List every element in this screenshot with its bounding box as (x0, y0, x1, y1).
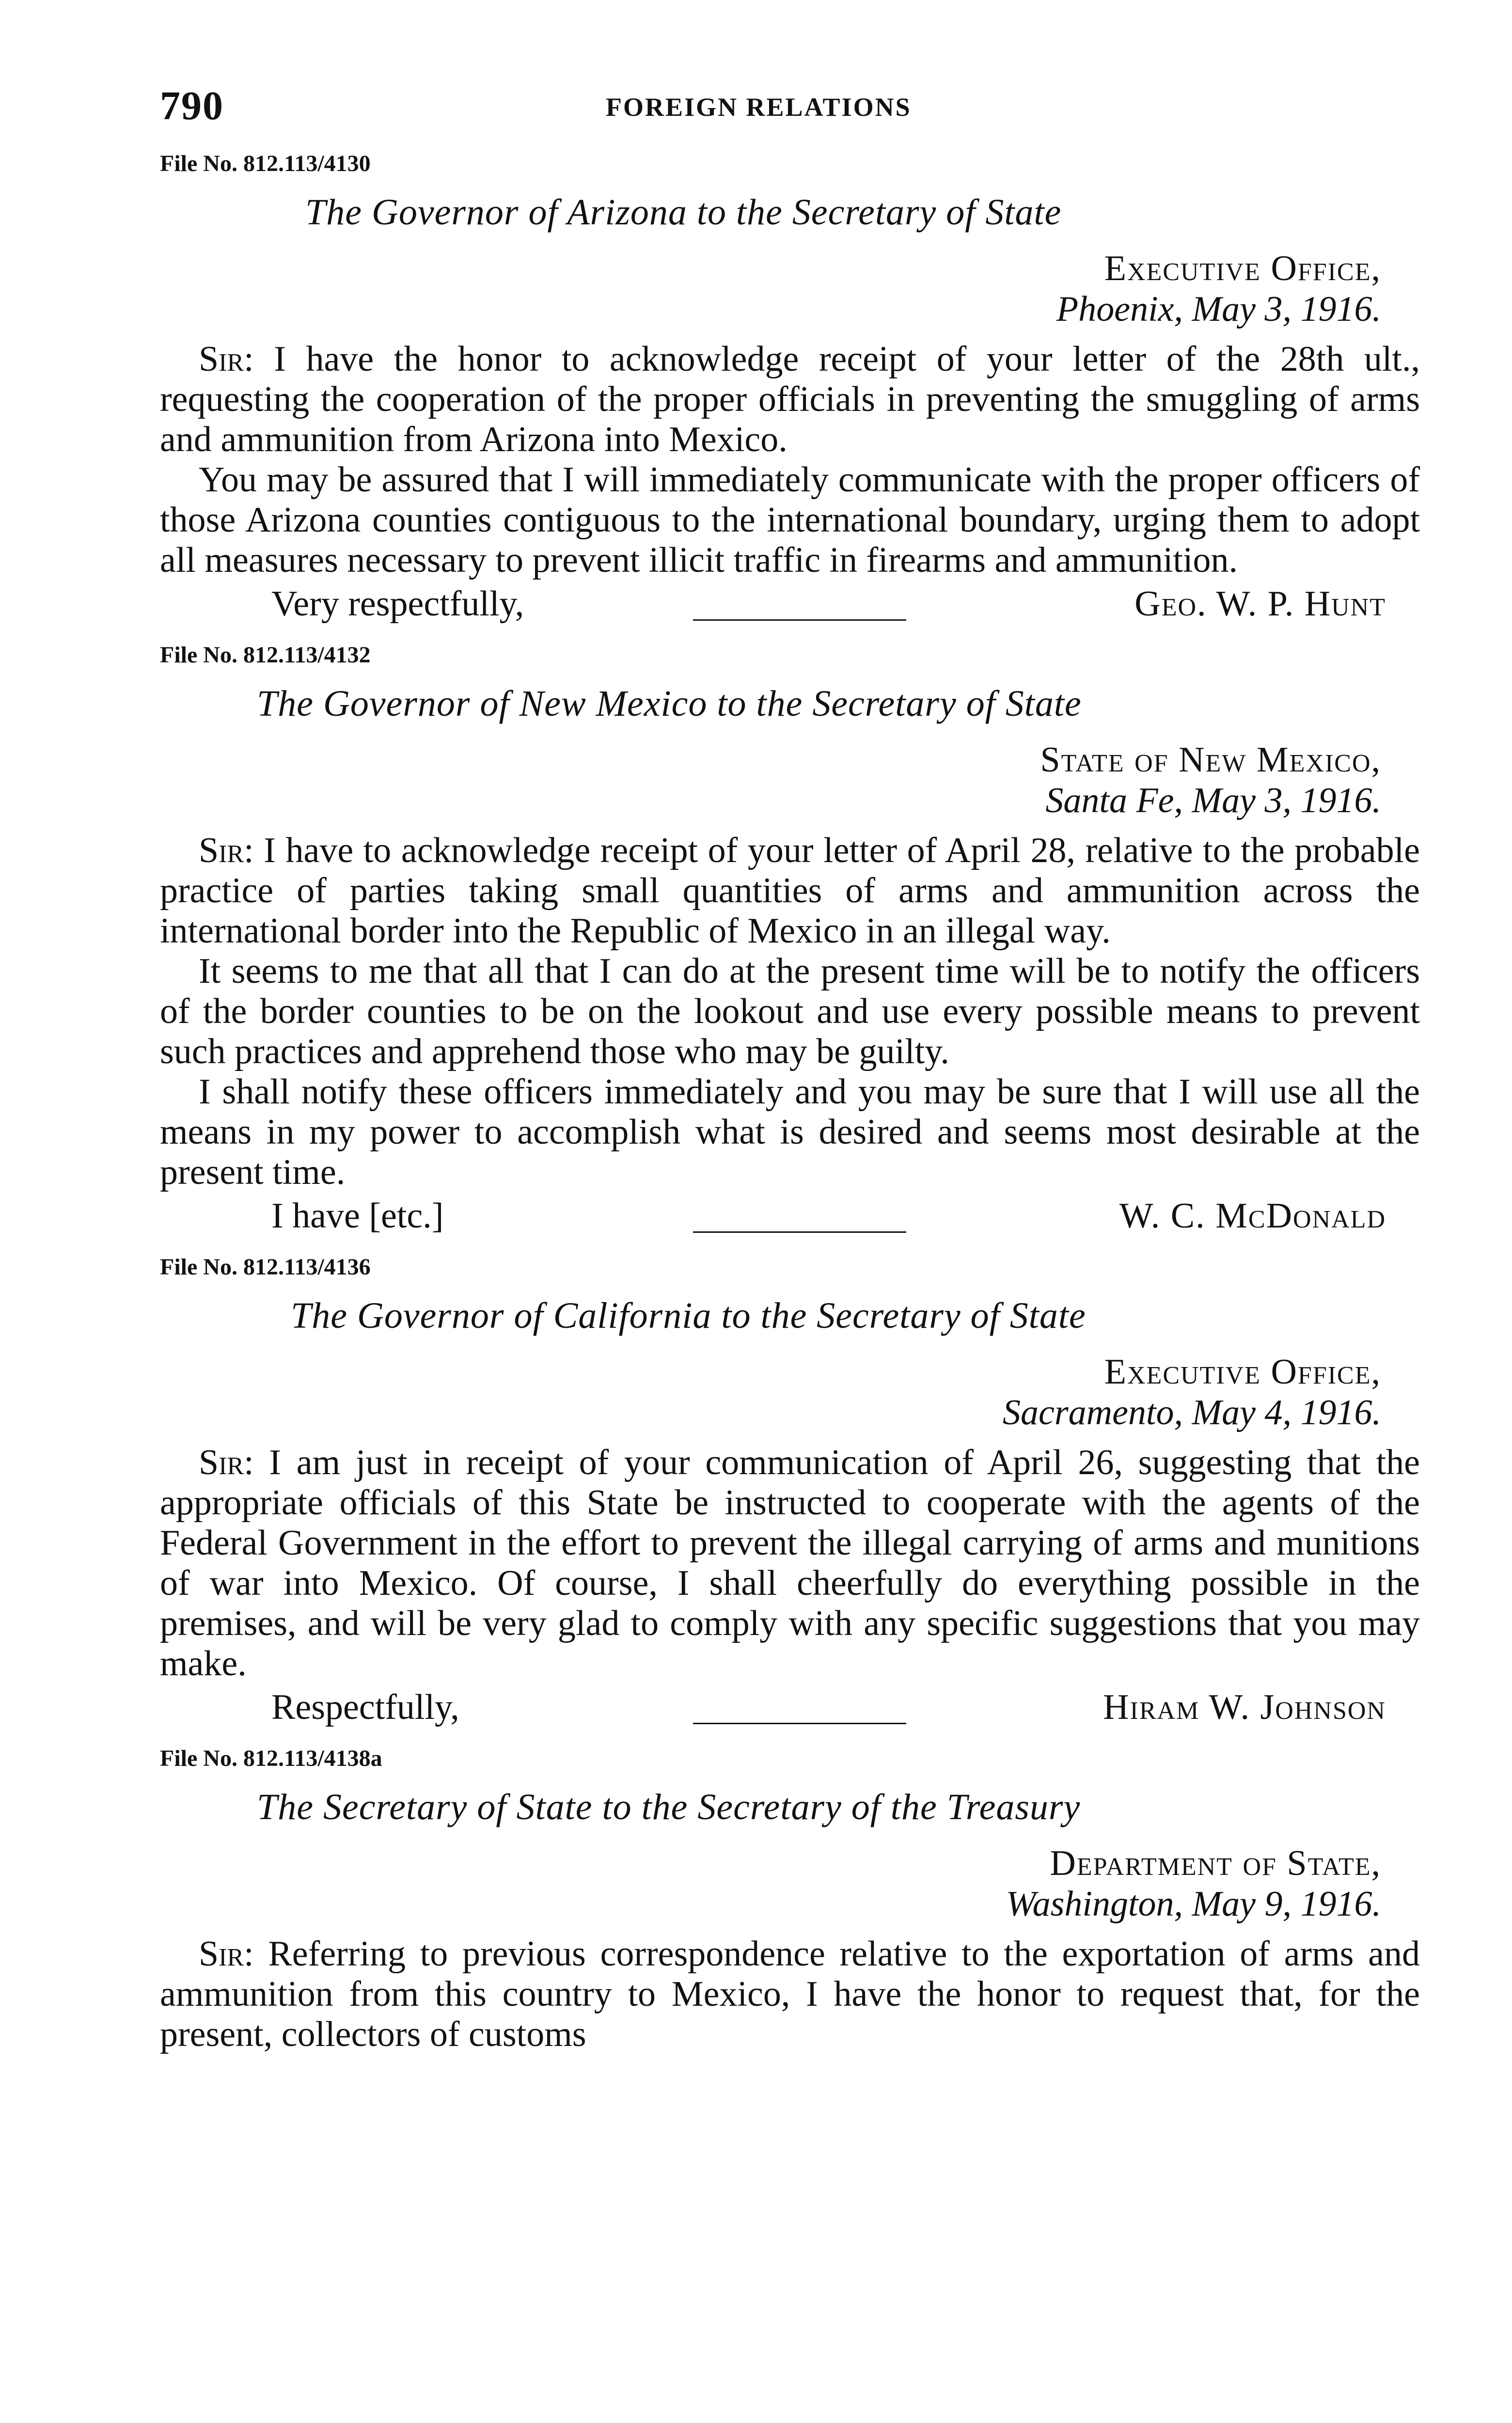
dateline (160, 1352, 1420, 1433)
letter-title: The Governor of New Mexico to the Secretary of State (257, 683, 1082, 724)
salutation: Sir: (199, 1443, 254, 1482)
paragraph-text: It seems to me that all that I can do at the present time will be to notify the officers of the border counties to be on the lookout and use every possible means to prevent such practices and apprehend those who may be guilty. (160, 951, 1420, 1071)
sender-office: Department of State, (1050, 1843, 1381, 1883)
place-date: Sacramento, May 4, 1916. (1003, 1393, 1381, 1432)
signature: Hiram W. Johnson (1103, 1687, 1386, 1727)
paragraph-text: You may be assured that I will immediately communicate with the proper officers of those Arizona counties contiguous to the international boundary, urging them to adopt all measures necessary to prevent illicit traffic in firearms and ammunition. (160, 460, 1420, 580)
file-number: File No. 812.113/4136 (160, 1254, 371, 1280)
sender-office: State of New Mexico, (1040, 740, 1381, 780)
place-date: Washington, May 9, 1916. (1006, 1884, 1381, 1924)
place-date: Phoenix, May 3, 1916. (1056, 289, 1381, 329)
letter-title: The Governor of California to the Secretary of State (291, 1295, 1086, 1336)
letter-paragraph (160, 1443, 1420, 1684)
file-number: File No. 812.113/4138a (160, 1746, 382, 1771)
dateline (160, 739, 1420, 821)
sender-office: Executive Office, (1104, 1352, 1381, 1392)
sender-office: Executive Office, (1104, 249, 1381, 288)
letter-title: The Governor of Arizona to the Secretary of State (305, 192, 1062, 233)
salutation: Sir: (199, 831, 254, 870)
letter-paragraph (160, 460, 1420, 581)
section-divider (693, 1723, 906, 1724)
letter-title: The Secretary of State to the Secretary of the Treasury (257, 1787, 1081, 1827)
dateline (160, 248, 1420, 330)
file-number: File No. 812.113/4132 (160, 642, 371, 668)
letter-new-mexico (160, 642, 1420, 1244)
file-number: File No. 812.113/4130 (160, 151, 371, 176)
letter-secretary-of-state (160, 1745, 1420, 2055)
letter-paragraph (160, 339, 1420, 460)
paragraph-text: I have the honor to acknowledge receipt of your letter of the 28th ult., requesting the cooperation of the proper officials in preventing the smuggling of arms and ammunition from Arizona into Mexico. (160, 339, 1420, 459)
letter-paragraph (160, 1934, 1420, 2055)
place-date: Santa Fe, May 3, 1916. (1045, 781, 1381, 820)
page-number: 790 (160, 83, 224, 128)
letter-closing (160, 1196, 1420, 1244)
paragraph-text: Referring to previous correspondence relative to the exportation of arms and ammunition from this country to Mexico, I have the honor to request that, for the present, collectors of customs (160, 1934, 1420, 2054)
letter-closing (160, 583, 1420, 632)
salutation: Sir: (199, 339, 254, 379)
letter-closing (160, 1687, 1420, 1735)
signature: Geo. W. P. Hunt (1134, 584, 1386, 624)
document-page (160, 73, 1420, 2064)
paragraph-text: I have to acknowledge receipt of your letter of April 28, relative to the probable practice of parties taking small quantities of arms and ammunition across the international border into the Republic of Mexico in an illegal way. (160, 831, 1420, 951)
letter-paragraph (160, 831, 1420, 951)
letter-paragraph (160, 951, 1420, 1072)
paragraph-text: I shall notify these officers immediately and you may be sure that I will use all the means in my power to accomplish what is desired and seems most desirable at the present time. (160, 1072, 1420, 1192)
complimentary-close: I have [etc.] (271, 1196, 444, 1236)
letter-california (160, 1254, 1420, 1735)
letter-paragraph (160, 1072, 1420, 1193)
letter-arizona (160, 150, 1420, 632)
page-header (160, 73, 1420, 145)
signature: W. C. McDonald (1119, 1196, 1386, 1236)
dateline (160, 1843, 1420, 1924)
running-head: FOREIGN RELATIONS (606, 93, 912, 122)
complimentary-close: Very respectfully, (271, 584, 524, 624)
paragraph-text: I am just in receipt of your communication of April 26, suggesting that the appropriate officials of this State be instructed to cooperate with the agents of the Federal Government in the effort to prevent the illegal carrying of arms and munitions of war into Mexico. Of course, I shall cheerfully do everything possible in the premises, and will be very glad to comply with any specific suggestions that you may make. (160, 1443, 1420, 1684)
complimentary-close: Respectfully, (271, 1687, 459, 1727)
section-divider (693, 619, 906, 621)
salutation: Sir: (199, 1934, 254, 1974)
section-divider (693, 1231, 906, 1233)
